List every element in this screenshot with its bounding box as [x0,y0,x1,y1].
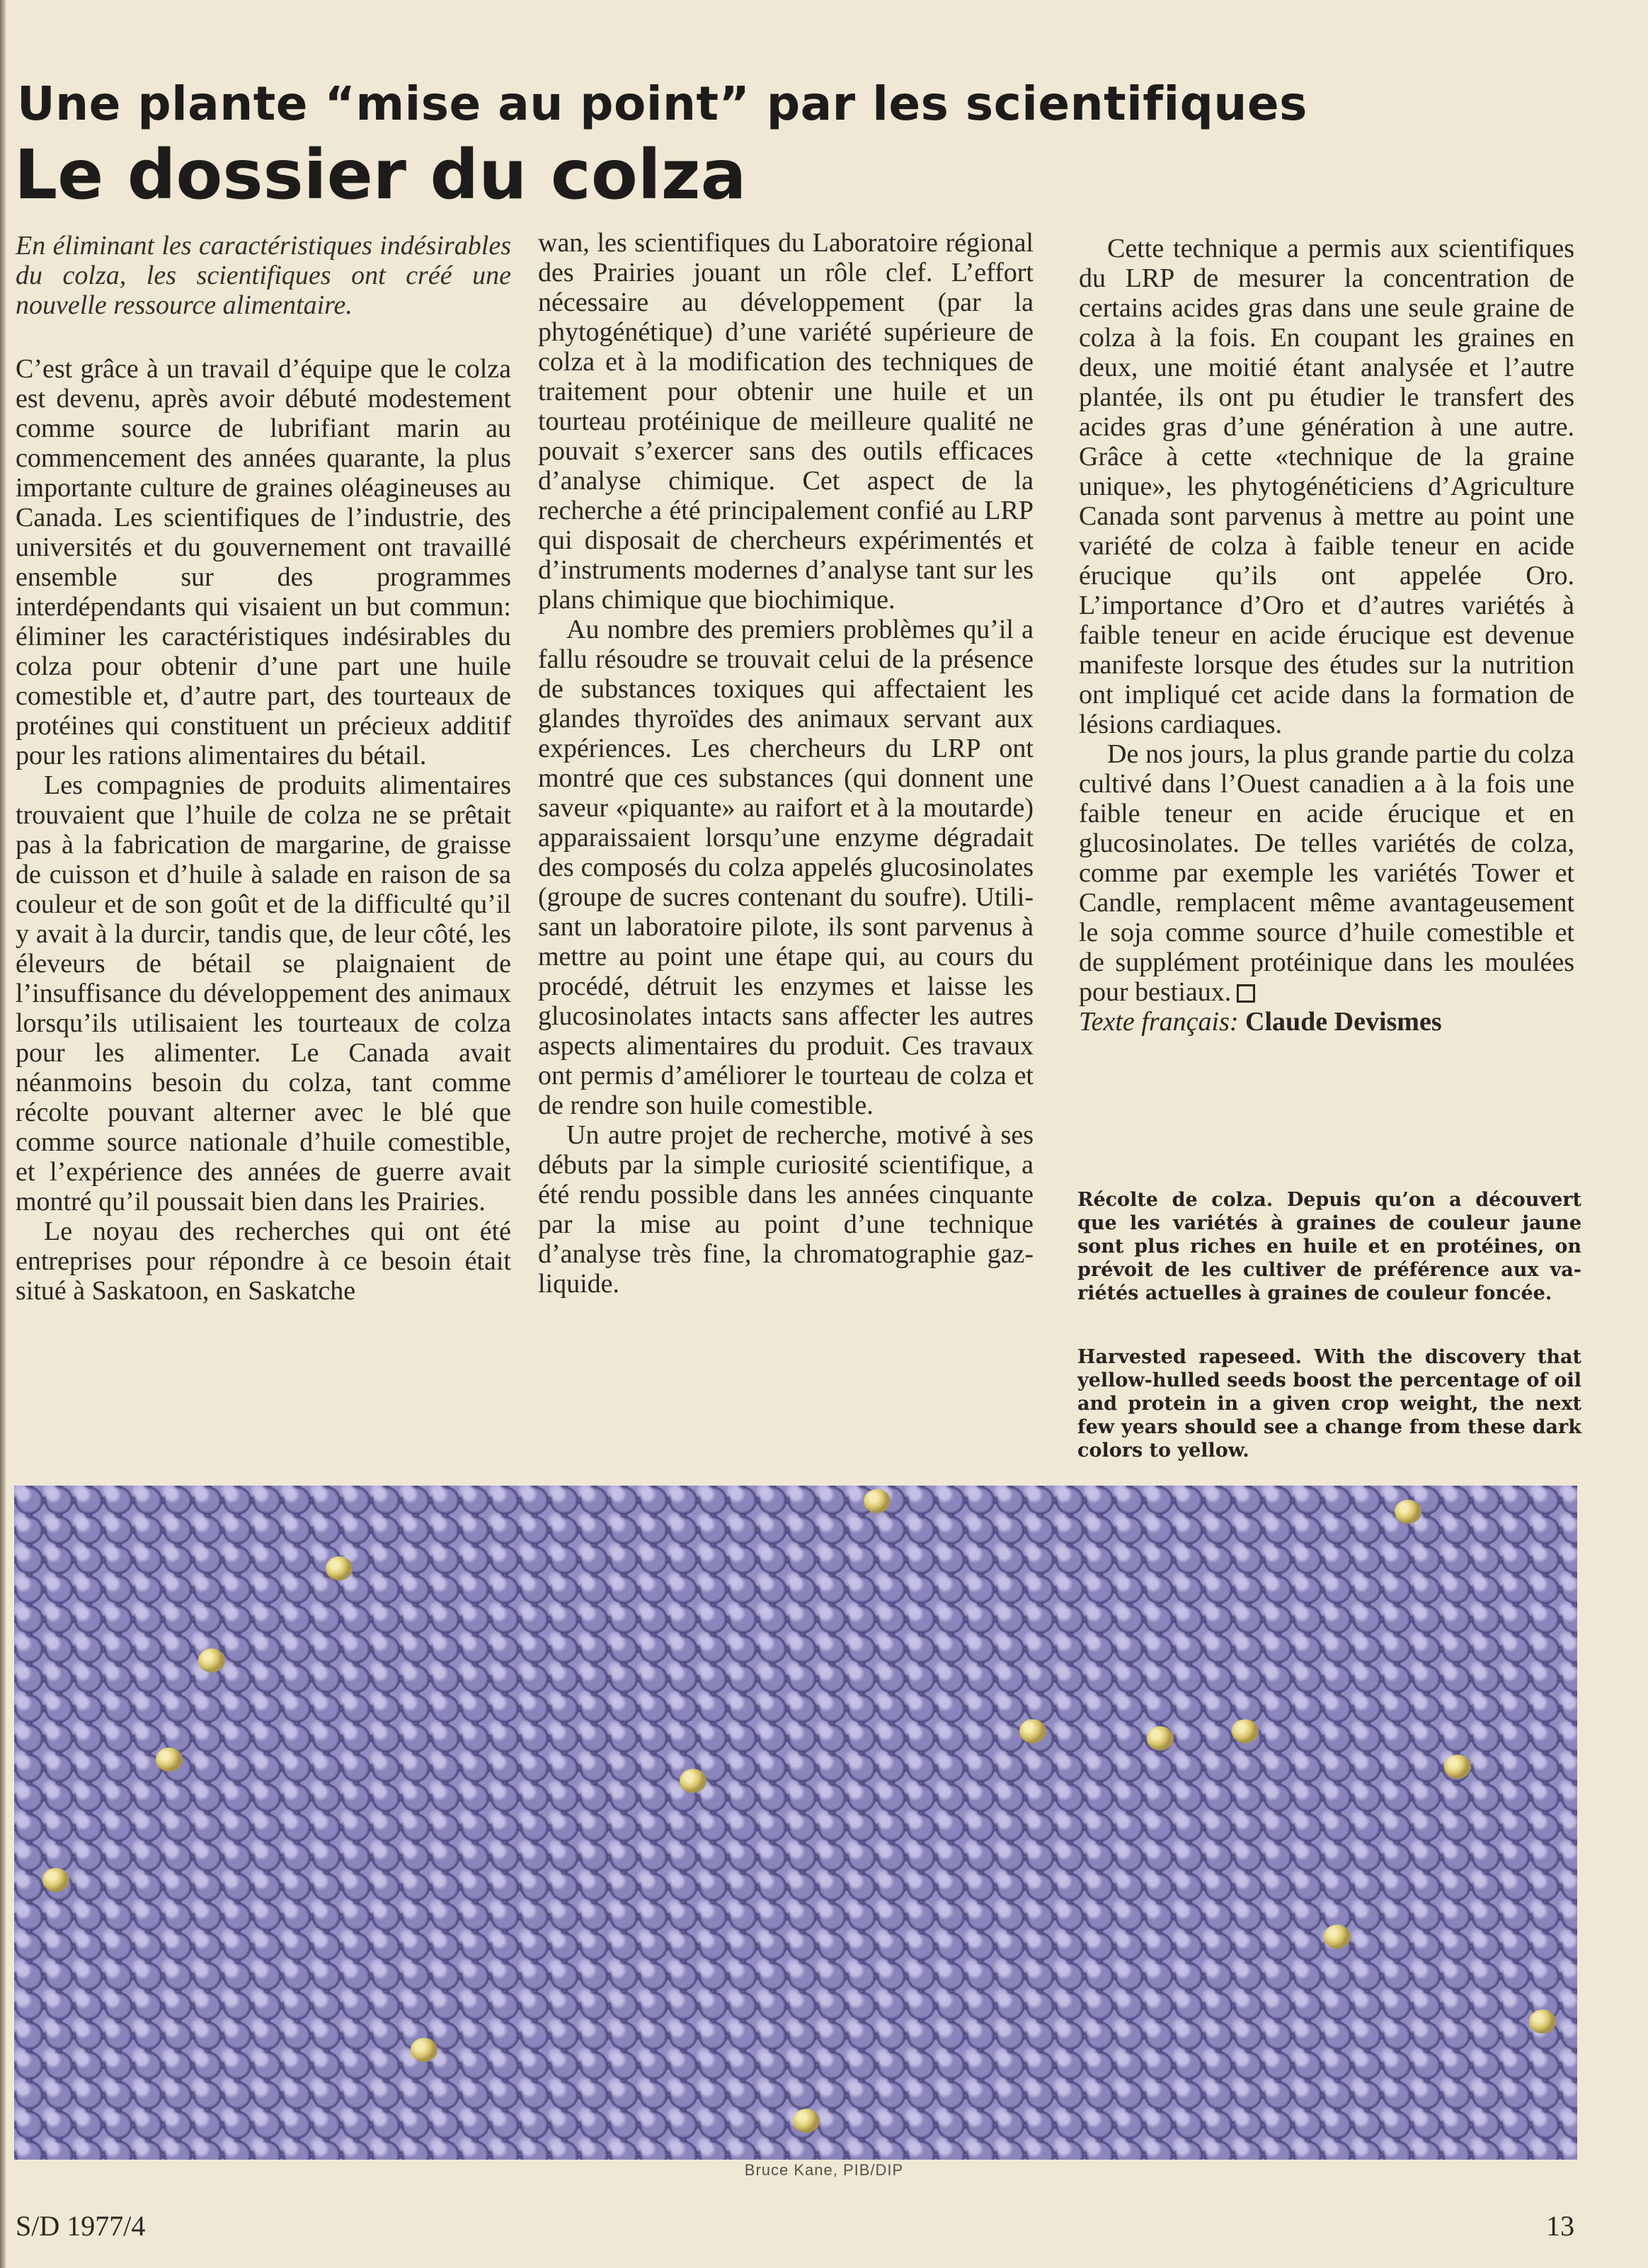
credit-name: Claude Devismes [1245,1007,1442,1037]
caption-english: Harvested rapeseed. With the discovery that yellow-hulled seeds boost the percentage of oil and protein in a given crop weight, the next few years should see a change from these dark colors to yellow. [1077,1346,1581,1461]
caption-french: Récolte de colza. Depuis qu’on a découvert que les variétés à graines de couleur jaune sont plus riches en huile et en protéines, on prévoit de les cultiver de préférence aux variétés actuelles à graines de couleur foncée. [1077,1189,1581,1304]
rapeseed-photo [14,1486,1577,2160]
paragraph: Cette technique a permis aux scientifiques du LRP de mesurer la concentration de certains acides gras dans une seule graine de colza à la fois. En coupant les graines en deux, une moitié étant analysée et l’autre plantée, ils ont pu étudier le transfert des acides gras d’une génération à une autre. Grâce à cette «technique de la graine unique», les phytogénéticiens d’Agriculture Canada sont parvenus à mettre au point une variété de colza à faible teneur en acide érucique qu’ils ont appelée Oro. L’importance d’Oro et d’autres variétés à faible teneur en acide érucique est devenue manifeste lorsque des études sur la nutrition ont impliqué cet acide dans la formation de lésions cardiaques. [1079,234,1574,739]
page-number: 13 [1546,2210,1574,2242]
paragraph: Les compagnies de produits alimentaires trouvaient que l’huile de colza ne se prêtait pas à la fabrication de margarine, de graisse de cuisson et d’huile à salade en raison de sa couleur et de son goût et de la difficulté qu’il y avait à la durcir, tandis que, de leur côté, les éleveurs de bétail se plaignaient de l’insuffisance du développement des animaux lorsqu’ils utilisaient les tourteaux de colza pour les alimenter. Le Canada avait néanmoins besoin du colza, tant comme récolte pouvant alterner avec le blé que comme source nationale d’huile comestible, et l’expérience des années de guerre avait montré qu’il poussait bien dans les Prairies. [16,770,511,1216]
credit-label: Texte français: [1079,1007,1239,1037]
paragraph: C’est grâce à un travail d’équipe que le colza est devenu, après avoir débuté modestement comme source de lubrifiant marin au commencement des années quarante, la plus importante culture de graines oléagineuses au Canada. Les scientifiques de l’industrie, des universités et du gouvernement ont travaillé ensemble sur des programmes interdépendants qui visaient un but commun: éliminer les caractéristiques indésirables du colza pour obtenir d’une part une huile comestible et, d’autre part, des tourteaux de protéines qui constituent un précieux additif pour les rations alimentaires du bétail. [16,354,511,770]
paragraph: wan, les scientifiques du Laboratoire régional des Prairies jouant un rôle clef. L’effort nécessaire au développement (par la phytogénétique) d’une variété supérieure de colza et à la modification des techniques de traitement pour obtenir une huile et un tourteau protéinique de meilleure qualité ne pouvait s’exercer sans des outils efficaces d’analyse chimique. Cet aspect de la recherche a été principalement confié au LRP qui disposait de chercheurs expérimentés et d’instruments modernes d’analyse tant sur les plans chimique que biochimique. [538,228,1034,615]
article-lede: En éliminant les caractéristiques indésirables du colza, les scientifiques ont créé une nouvelle ressource alimentaire. [16,231,511,320]
yellow-seed [1395,1500,1421,1524]
paragraph: Le noyau des recherches qui ont été entreprises pour répondre à ce besoin était situé à Saskatoon, en Saskatche [16,1216,511,1306]
paragraph: Au nombre des premiers problèmes qu’il a fallu résoudre se trouvait celui de la présence de substances toxiques qui affectaient les glandes thyroïdes des animaux servant aux expériences. Les chercheurs du LRP ont montré que ces substances (qui donnent une saveur «piquante» au raifort et à la moutarde) apparaissaient lorsqu’une enzyme dégradait des composés du colza appelés glucosinolates (groupe de sucres contenant du soufre). Utilisant un laboratoire pilote, ils sont parvenus à mettre au point une étape qui, au cours du procédé, détruit les enzymes et laisse les glucosinolates intacts sans affecter les autres aspects alimentaires du produit. Ces travaux ont permis d’améliorer le tourteau de colza et de rendre son huile comestible. [538,615,1034,1120]
yellow-seed [198,1648,225,1672]
text-column-2 [538,228,1034,1299]
paragraph-text: De nos jours, la plus grande partie du colza cultivé dans l’Ouest canadien a à la fois une faible teneur en acide érucique et en glucosinolates. De telles variétés de colza, comme par exemple les variétés Tower et Candle, remplacent même avantageusement le soja comme source d’huile comestible et de supplément protéinique dans les moulées pour bestiaux. [1079,739,1574,1007]
yellow-seed [1529,2010,1556,2034]
text-column-1 [16,231,511,1306]
text-column-3 [1079,234,1574,1037]
paragraph: Un autre projet de recherche, motivé à ses débuts par la simple curiosité scientifique, a été rendu possible dans les années cinquante par la mise au point d’une technique d’analyse très fine, la chromatographie gaz-liquide. [538,1120,1034,1299]
yellow-seed [1324,1925,1351,1949]
yellow-seed [156,1748,183,1772]
page-binding-edge [0,0,6,2268]
photo-credit: Bruce Kane, PIB/DIP [744,2161,904,2179]
yellow-seed [1147,1726,1174,1750]
translation-credit [1079,1007,1574,1037]
yellow-seed [1019,1719,1046,1743]
yellow-seed [793,2109,820,2133]
yellow-seed [864,1489,891,1513]
issue-number: S/D 1977/4 [16,2210,146,2242]
yellow-seed [680,1769,706,1793]
paragraph-final [1079,739,1574,1007]
yellow-seed [1232,1719,1259,1743]
article-kicker: Une plante “mise au point” par les scientifiques [17,76,1307,131]
yellow-seed [1444,1755,1471,1779]
yellow-seed [42,1868,69,1892]
end-mark-icon [1237,984,1255,1003]
yellow-seed [411,2038,437,2062]
article-title: Le dossier du colza [14,135,747,215]
yellow-seed [326,1556,353,1580]
